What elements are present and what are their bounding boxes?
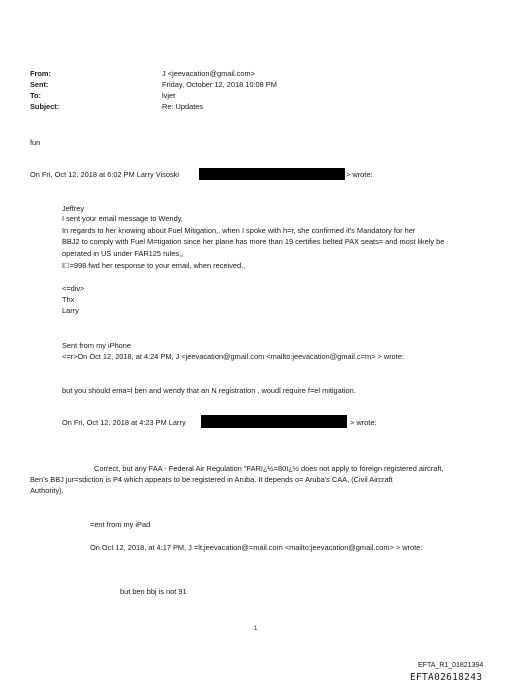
quote1-intro: On Fri, Oct 12, 2018 at 6:02 PM Larry Visoski	[30, 170, 179, 179]
redaction-block	[201, 415, 347, 428]
div-tag-text: <=div>	[62, 284, 85, 293]
subject-value: Re: Updates	[162, 102, 204, 111]
paragraph-line: Ben's BBJ jur=sdiction is P4 which appears to be registered in Aruba. It depends o= Aruba's CAA, (Civil Aircraft	[30, 475, 393, 484]
paragraph-line: Correct, but any FAA - Federal Air Regulation "FARï¿½=80ï¿½ does not apply to foreign registered aircraft,	[94, 464, 444, 473]
sent-from-iphone: Sent from my iPhone	[62, 341, 132, 350]
final-message: but ben bbj is not 91	[120, 587, 187, 596]
paragraph-line: I =998 fwd her response to your email, when received.,	[62, 261, 246, 270]
paragraph-line: I sent your email message to Wendy,	[62, 214, 183, 223]
thx-text: Thx	[62, 295, 75, 304]
from-value: J <jeevacation@gmail.com>	[162, 69, 255, 78]
quote3-intro-wrote: > wrote:	[350, 418, 377, 427]
to-label: To:	[30, 91, 41, 100]
paragraph-line: In regards to her knowing about Fuel Mitigation,, when I spoke with h=r, she confirmed it's Mandatory for her	[62, 226, 416, 235]
message-line: but you should ema=l ben and wendy that an N registration , woudl require f=el mitigation.	[62, 386, 356, 395]
quote4-intro: On Oct 12, 2018, at 4:17 PM, J =lt;jeevacation@=mail.com <mailto:jeevacation@gmail.com> > wrote:	[90, 543, 423, 552]
quote1-intro-wrote: > wrote:	[346, 170, 373, 179]
redaction-block	[199, 168, 345, 180]
paragraph-line: operated in US under FAR125 rules,,	[62, 249, 184, 258]
reply-text: fun	[30, 138, 41, 147]
greeting: Jeffrey	[62, 204, 85, 213]
sent-label: Sent:	[30, 80, 49, 89]
bates-number-primary: EFTA_R1_01821394	[418, 662, 484, 669]
paragraph-line: BBJ2 to comply with Fuel M=tigation since her plane has more than 19 certifies belted PAX seats= and most likely be	[62, 237, 445, 246]
signature: Larry	[62, 306, 79, 315]
bates-number-secondary: EFTA02618243	[410, 672, 483, 683]
quote2-intro: <=r>On Oct 12, 2018, at 4:24 PM, J <jeevacation@gmail.com <mailto:jeevacation@gmail.c=m> > wrote:	[62, 352, 405, 361]
quote3-intro: On Fri, Oct 12, 2018 at 4:23 PM Larry	[62, 418, 186, 427]
sent-value: Friday, October 12, 2018 10:08 PM	[162, 80, 277, 89]
subject-label: Subject:	[30, 102, 60, 111]
from-label: From:	[30, 69, 51, 78]
paragraph-line: Authority).	[30, 486, 64, 495]
page-number: 1	[254, 626, 258, 632]
to-value: lvjet	[162, 91, 176, 100]
sent-from-ipad: =ent from my iPad	[90, 520, 151, 529]
